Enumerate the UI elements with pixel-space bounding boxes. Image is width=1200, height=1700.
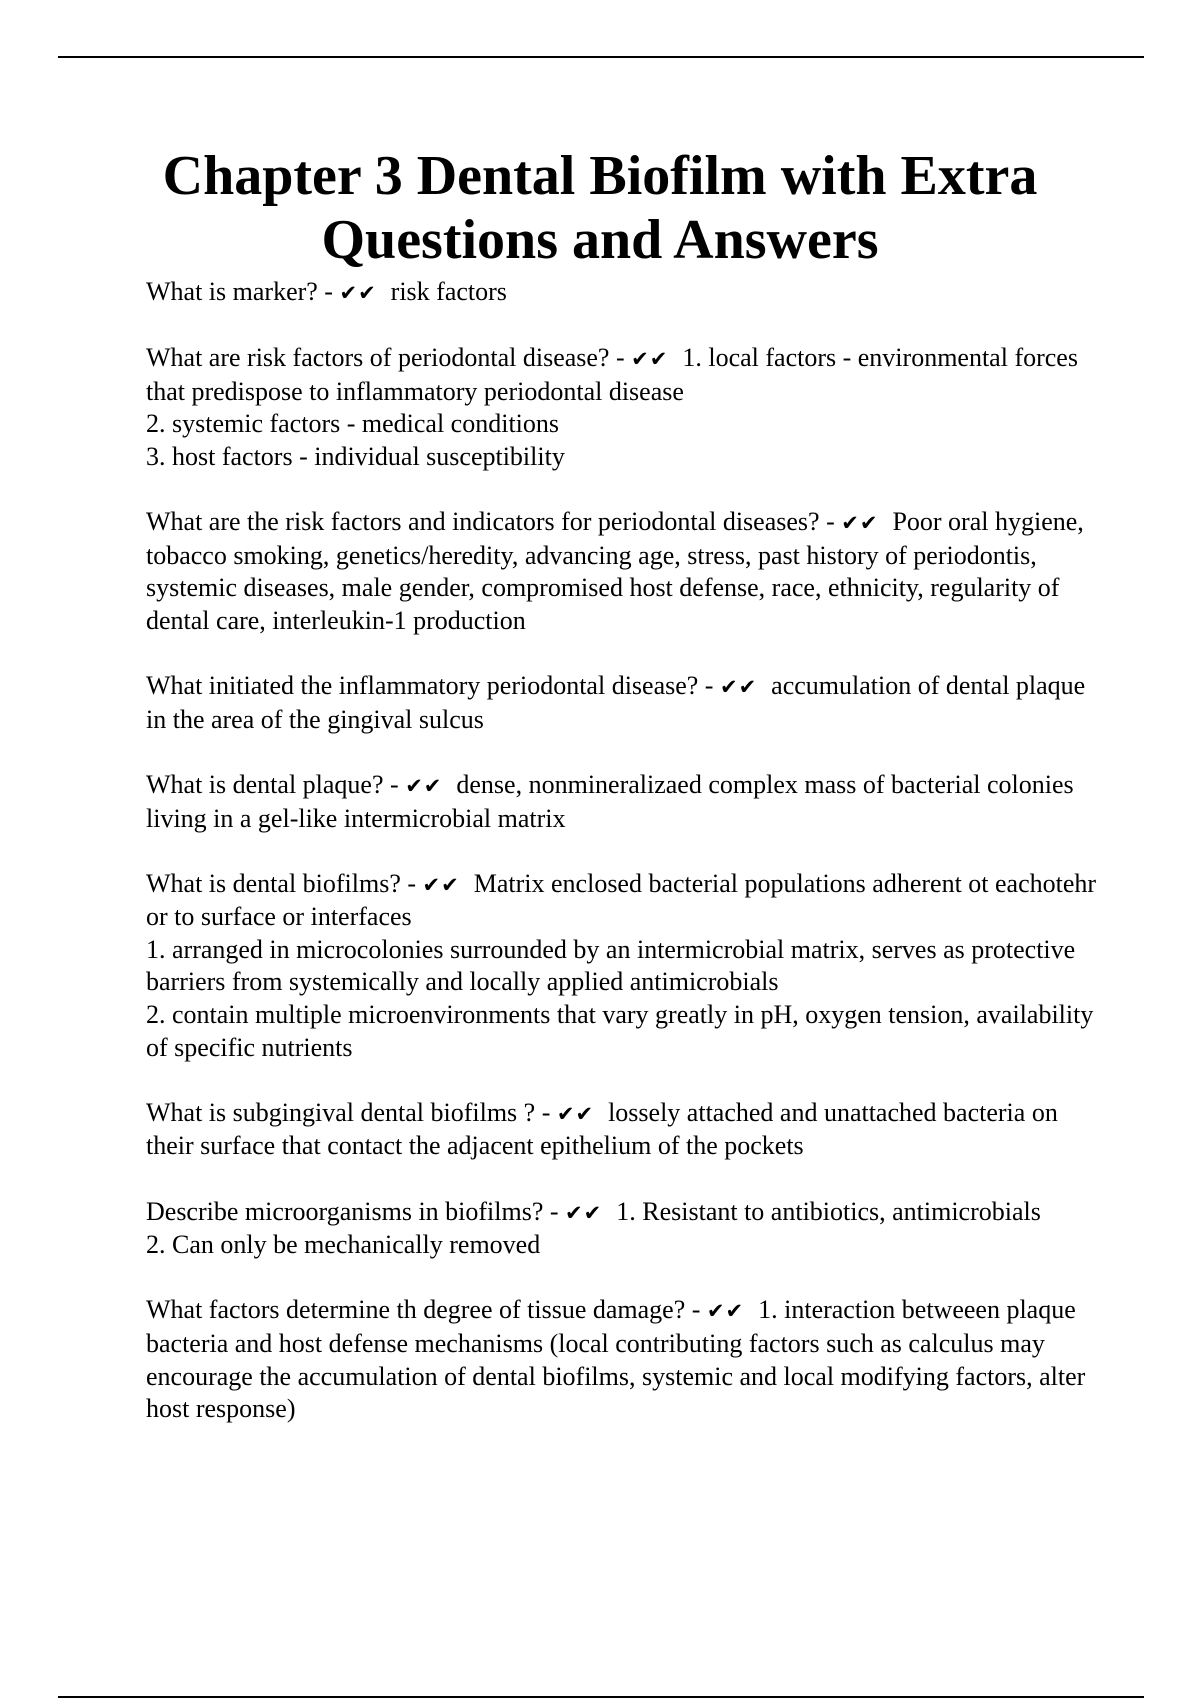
qa-first-line [146, 670, 1106, 736]
qa-first-line [146, 1294, 1106, 1425]
double-check-icon: ✔✔ [405, 773, 443, 798]
qa-first-line [146, 868, 1106, 934]
answer-text: Poor oral hygiene, tobacco smoking, genetics/heredity, advancing age, stress, past history of periodontis, systemic diseases, male gender, compromised host defense, race, ethnicity, regularity of dental care, interleukin-1 production [146, 507, 1084, 635]
answer-line: 2. contain multiple microenvironments that vary greatly in pH, oxygen tension, availability of specific nutrients [146, 1000, 1094, 1062]
qa-item [146, 1294, 1106, 1425]
bottom-divider [58, 1696, 1144, 1698]
top-divider [58, 56, 1144, 58]
answer-text: 1. interaction betweeen plaque bacteria and host defense mechanisms (local contributing factors such as calculus may encourage the accumulation of dental biofilms, systemic and local modifying factors, alter host response) [146, 1295, 1086, 1424]
answer-text: Matrix enclosed bacterial populations adherent ot eachotehr or to surface or interfaces [146, 868, 1097, 932]
qa-item [146, 868, 1106, 1065]
question-text: What is subgingival dental biofilms ? - [146, 1097, 557, 1127]
answer-text: dense, nonmineralizaed complex mass of bacterial colonies living in a gel-like intermicrobial matrix [146, 769, 1074, 833]
document-title: Chapter 3 Dental Biofilm with Extra Questions and Answers [162, 145, 1038, 271]
answer-line: 3. host factors - individual susceptibility [146, 441, 565, 471]
qa-item [146, 276, 1106, 310]
double-check-icon: ✔✔ [719, 675, 758, 700]
question-text: What is dental plaque? - [146, 769, 406, 799]
qa-list [146, 276, 1106, 1458]
double-check-icon: ✔✔ [706, 1299, 745, 1324]
answer-line: 2. systemic factors - medical conditions [146, 409, 560, 439]
qa-item [146, 1196, 1106, 1262]
qa-item [146, 1097, 1106, 1163]
double-check-icon: ✔✔ [339, 281, 377, 305]
question-text: What factors determine th degree of tissue damage? - [146, 1295, 707, 1325]
qa-item [146, 670, 1106, 736]
answer-text: 1. local factors - environmental forces that predispose to inflammatory periodontal disease [146, 343, 1078, 406]
answer-text: lossely attached and unattached bacteria on their surface that contact the adjacent epithelium of the pockets [146, 1097, 1058, 1161]
qa-item [146, 342, 1106, 473]
answer-text: 1. Resistant to antibiotics, antimicrobials [616, 1196, 1041, 1226]
question-text: What are the risk factors and indicators for periodontal diseases? - [146, 507, 842, 537]
answer-text: accumulation of dental plaque in the area of the gingival sulcus [146, 671, 1086, 734]
qa-first-line [146, 1097, 1106, 1163]
question-text: What initiated the inflammatory periodontal disease? - [146, 671, 720, 701]
question-text: Describe microorganisms in biofilms? - [146, 1196, 566, 1226]
qa-first-line [146, 276, 1106, 310]
answer-line: 2. Can only be mechanically removed [146, 1230, 541, 1260]
qa-first-line [146, 506, 1106, 637]
question-text: What is dental biofilms? - [146, 868, 423, 898]
qa-first-line [146, 342, 1106, 408]
double-check-icon: ✔✔ [841, 511, 879, 536]
double-check-icon: ✔✔ [556, 1101, 595, 1126]
double-check-icon: ✔✔ [565, 1200, 603, 1225]
question-text: What is marker? - [146, 277, 340, 306]
double-check-icon: ✔✔ [422, 872, 460, 897]
question-text: What are risk factors of periodontal disease? - [146, 343, 632, 373]
qa-item [146, 506, 1106, 637]
double-check-icon: ✔✔ [631, 347, 669, 372]
qa-item [146, 769, 1106, 835]
qa-first-line [146, 1196, 1106, 1230]
qa-first-line [146, 769, 1106, 835]
answer-line: 1. arranged in microcolonies surrounded by an intermicrobial matrix, serves as protective barriers from systemically and locally applied antimicrobials [146, 934, 1076, 997]
answer-text: risk factors [390, 277, 507, 306]
